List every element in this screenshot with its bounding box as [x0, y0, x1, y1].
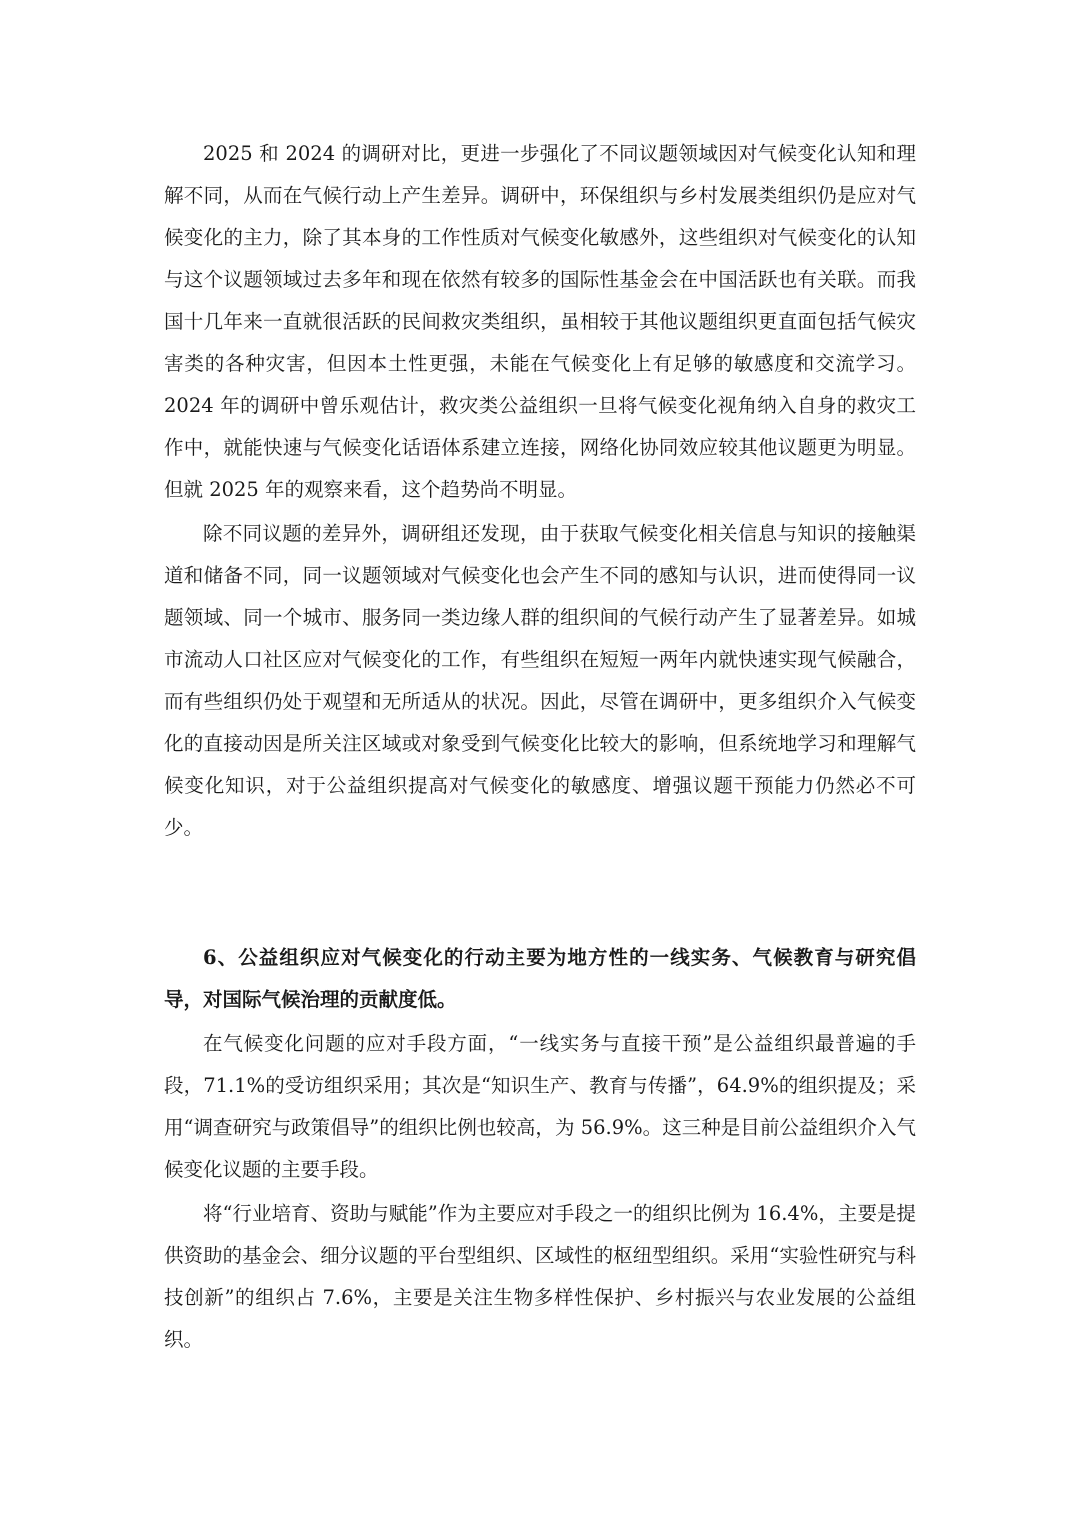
paragraph-climate-cognition: 2025 和 2024 的调研对比，更进一步强化了不同议题领域因对气候变化认知和理解不同，从而在气候行动上产生差异。调研中，环保组织与乡村发展类组织仍是应对气候变化的主力，除了其本身的工作性质对气候变化敏感外，这些组织对气候变化的认知与这个议题领域过去多年和现在依然有较多的国际性基金会在中国活跃也有关联。而我国十几年来一直就很活跃的民间救灾类组织，虽相较于其他议题组织更直面包括气候灾害类的各种灾害，但因本土性更强，未能在气候变化上有足够的敏感度和交流学习。2024 年的调研中曾乐观估计，救灾类公益组织一旦将气候变化视角纳入自身的救灾工作中，就能快速与气候变化话语体系建立连接，网络化协同效应较其他议题更为明显。但就 2025 年的观察来看，这个趋势尚不明显。 [164, 142, 916, 501]
body-text-bottom [164, 1023, 916, 1361]
body-text-top [164, 133, 916, 849]
section-heading-block [164, 937, 916, 1021]
paragraph-capacity-building: 将“行业培育、资助与赋能”作为主要应对手段之一的组织比例为 16.4%，主要是提供资助的基金会、细分议题的平台型组织、区域性的枢纽型组织。采用“实验性研究与科技创新”的组织占 7.6%，主要是关注生物多样性保护、乡村振兴与农业发展的公益组织。 [164, 1202, 916, 1351]
section-heading: 6、公益组织应对气候变化的行动主要为地方性的一线实务、气候教育与研究倡导，对国际气候治理的贡献度低。 [164, 946, 916, 1011]
paragraph-response-means: 在气候变化问题的应对手段方面，“一线实务与直接干预”是公益组织最普遍的手段，71.1%的受访组织采用；其次是“知识生产、教育与传播”，64.9%的组织提及；采用“调查研究与政策倡导”的组织比例也较高，为 56.9%。这三种是目前公益组织介入气候变化议题的主要手段。 [164, 1032, 916, 1181]
paragraph-issue-differences: 除不同议题的差异外，调研组还发现，由于获取气候变化相关信息与知识的接触渠道和储备不同，同一议题领域对气候变化也会产生不同的感知与认识，进而使得同一议题领域、同一个城市、服务同一类边缘人群的组织间的气候行动产生了显著差异。如城市流动人口社区应对气候变化的工作，有些组织在短短一两年内就快速实现气候融合，而有些组织仍处于观望和无所适从的状况。因此，尽管在调研中，更多组织介入气候变化的直接动因是所关注区域或对象受到气候变化比较大的影响，但系统地学习和理解气候变化知识，对于公益组织提高对气候变化的敏感度、增强议题干预能力仍然必不可少。 [164, 522, 916, 839]
